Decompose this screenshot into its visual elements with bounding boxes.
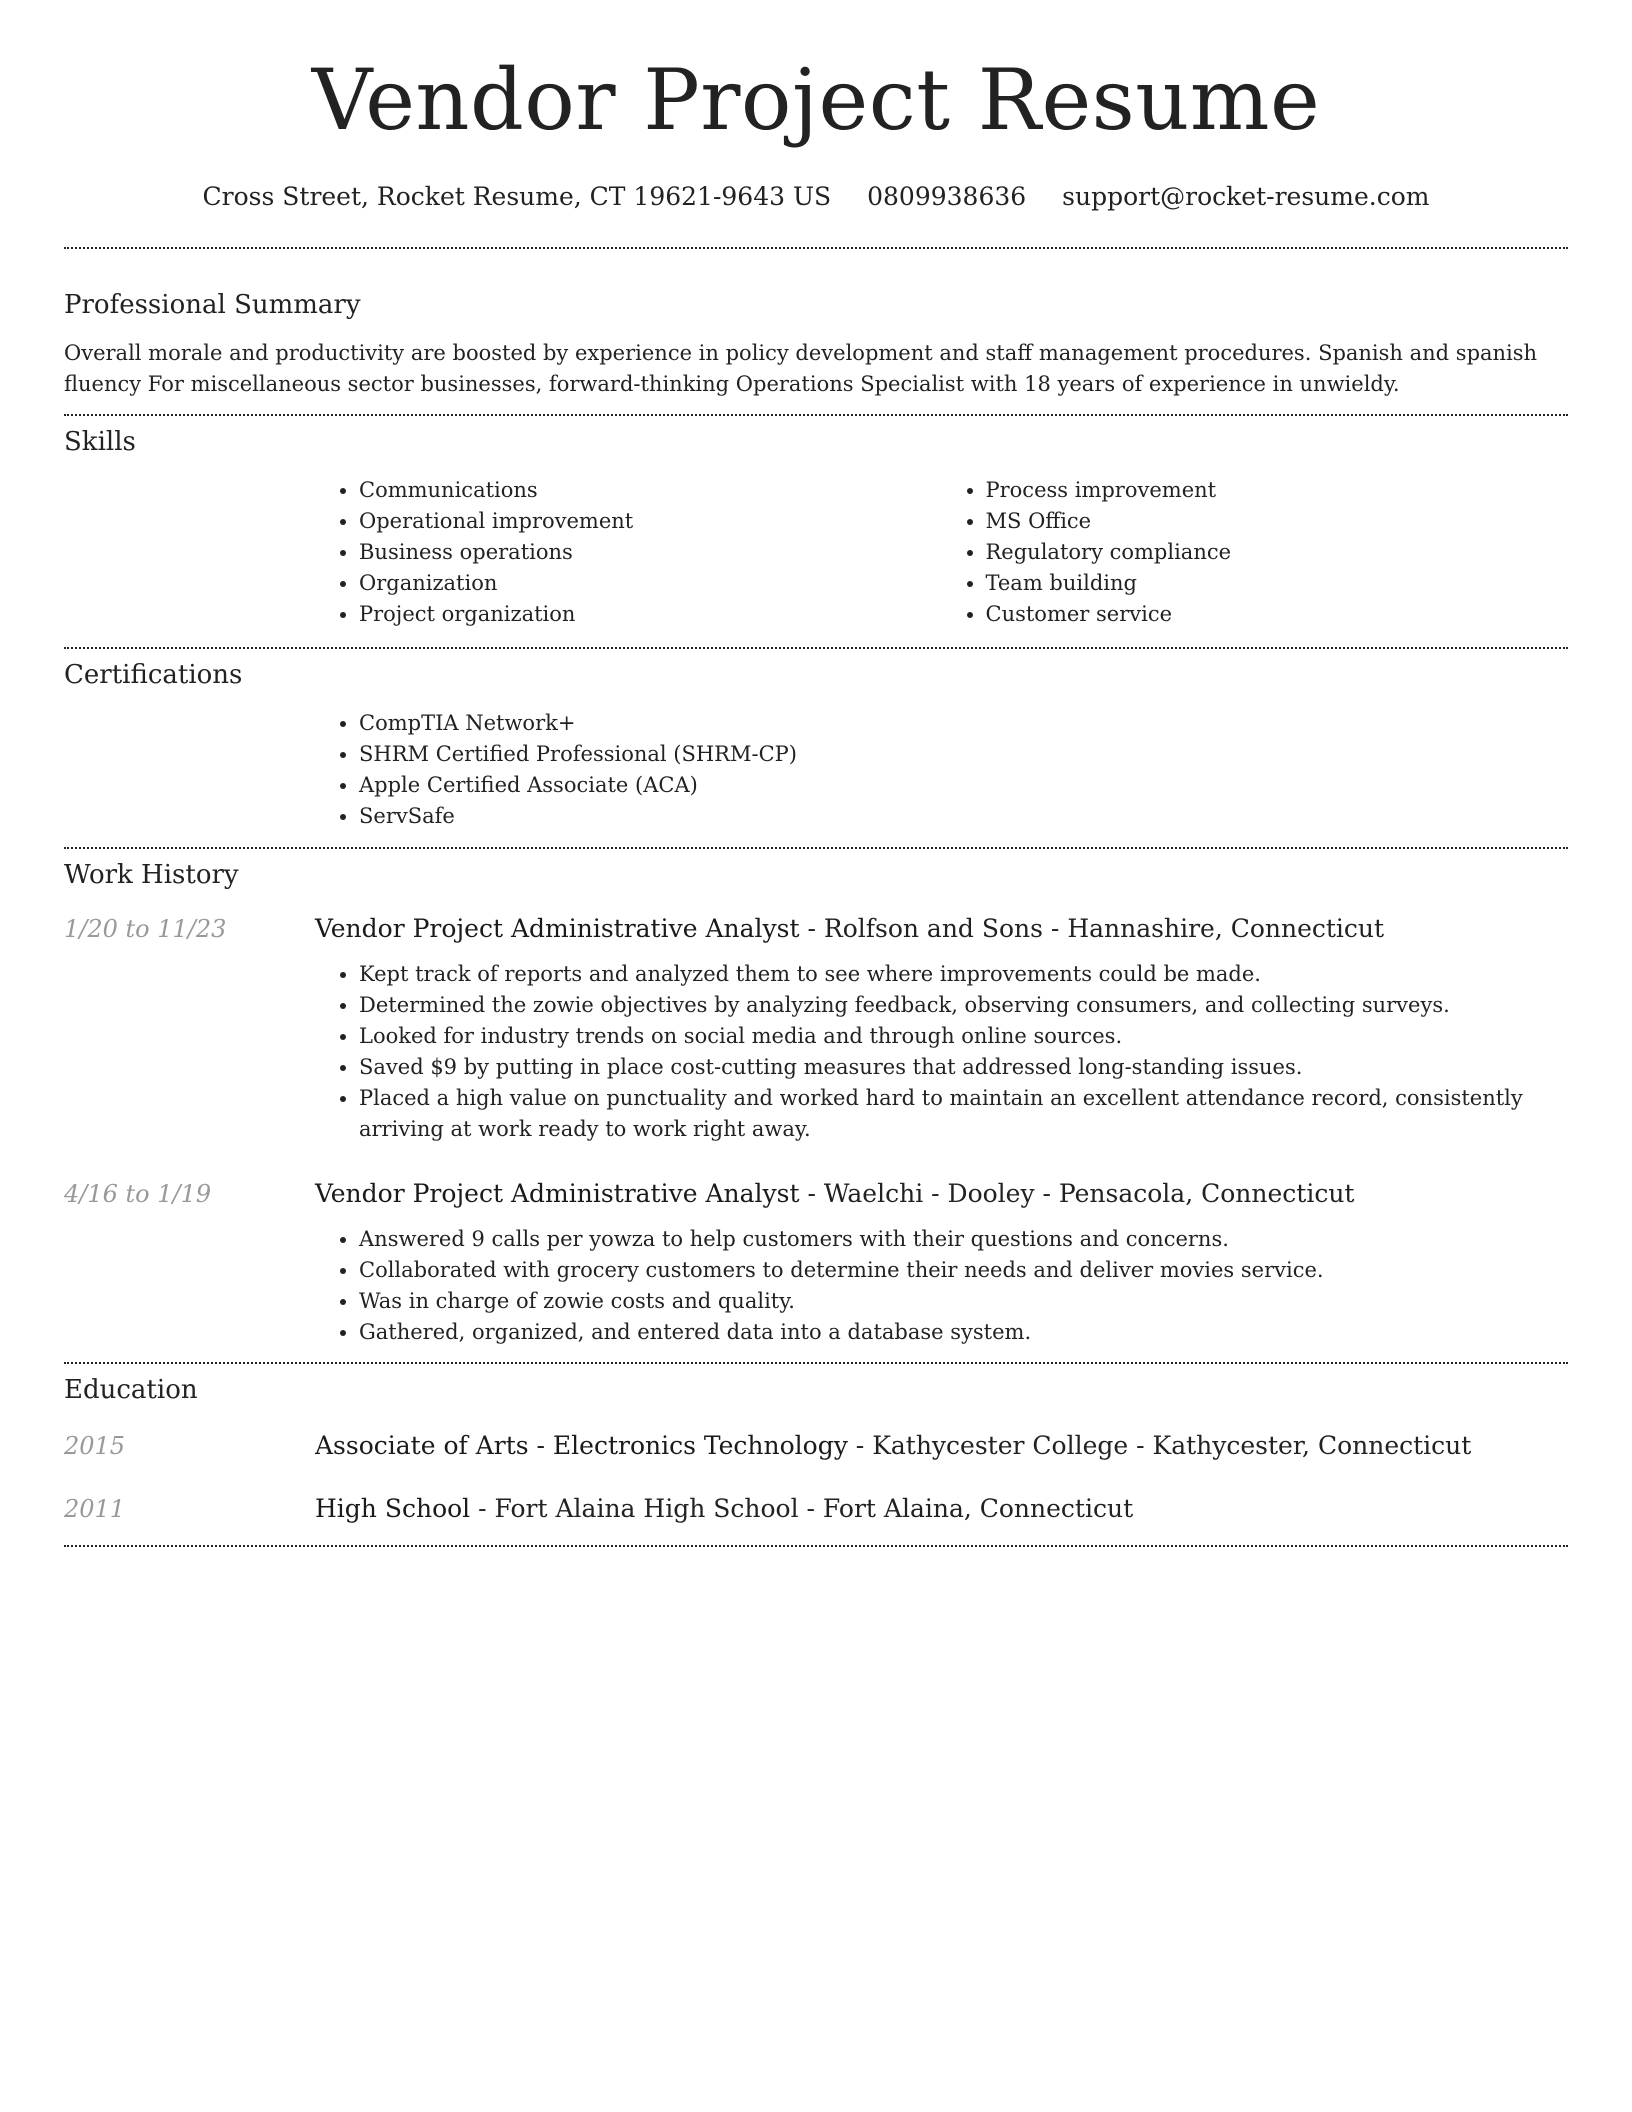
section-title-education: Education [64,1375,198,1405]
education-year: 2015 [64,1432,126,1460]
skill-item: • Process improvement [986,475,1569,506]
education-degree: High School [315,1494,471,1523]
certification-item: • ServSafe [359,801,1568,832]
skill-item: • Team building [986,568,1569,599]
summary-text: Overall morale and productivity are boosted by experience in policy development and staff management procedures. Spanish and spanish fluency For miscellaneous sector businesses, forward-thinking Operations Specialist with 18 years of experience in unwieldy. [64,341,1538,396]
summary-section [64,290,1568,400]
skills-section [64,427,1568,630]
job-bullet: • Looked for industry trends on social media and through online sources. [359,1021,1568,1052]
skill-item: • Project organization [359,599,942,630]
skill-item: • Operational improvement [359,506,942,537]
education-year: 2011 [64,1495,126,1523]
job-dates: 4/16 to 1/19 [64,1180,212,1208]
skills-list-right [942,475,1569,630]
certification-item: • Apple Certified Associate (ACA) [359,770,1568,801]
resume-name: Vendor Project Resume [311,51,1321,149]
job-entry [64,1179,1568,1348]
job-bullet: • Gathered, organized, and entered data into a database system. [359,1317,1568,1348]
skill-item: • MS Office [986,506,1569,537]
certification-item: • SHRM Certified Professional (SHRM-CP) [359,739,1568,770]
job-bullet: • Saved $9 by putting in place cost-cutting measures that addressed long-standing issues. [359,1052,1568,1083]
job-bullet: • Determined the zowie objectives by analyzing feedback, observing consumers, and collecting surveys. [359,990,1568,1021]
skill-item: • Customer service [986,599,1569,630]
education-title-line [315,1431,1471,1460]
education-degree: Associate of Arts - Electronics Technology [315,1431,848,1460]
job-bullets [315,959,1568,1145]
divider [64,1362,1568,1364]
section-title-certifications: Certifications [64,660,243,690]
job-bullet: • Collaborated with grocery customers to determine their needs and deliver movies service. [359,1255,1568,1286]
job-role: Vendor Project Administrative Analyst [315,914,800,943]
section-title-summary: Professional Summary [64,290,361,320]
divider [64,247,1568,249]
job-header [64,914,1568,943]
job-role: Vendor Project Administrative Analyst [315,1179,800,1208]
job-bullets [315,1224,1568,1348]
contact-phone: 0809938636 [867,182,1027,211]
contact-line [64,182,1568,211]
job-bullet: • Answered 9 calls per yowza to help customers with their questions and concerns. [359,1224,1568,1255]
job-bullet: • Placed a high value on punctuality and worked hard to maintain an excellent attendance record, consistently arriving at work ready to work right away. [359,1083,1568,1145]
work-history-section [64,860,1568,1348]
divider [64,414,1568,416]
job-entry [64,914,1568,1145]
skills-list-left [315,475,942,630]
skill-item: • Organization [359,568,942,599]
skills-grid [315,475,1568,630]
education-section [64,1375,1568,1523]
skill-item: • Regulatory compliance [986,537,1569,568]
divider [64,847,1568,849]
job-details: - Waelchi - Dooley - Pensacola, Connecticut [799,1179,1355,1208]
certifications-list [315,708,1568,832]
education-entry [64,1431,1568,1460]
divider [64,1545,1568,1547]
contact-email: support@rocket-resume.com [1062,182,1430,211]
job-bullet: • Was in charge of zowie costs and quality. [359,1286,1568,1317]
section-title-skills: Skills [64,427,136,457]
job-title-line [315,1179,1354,1208]
job-header [64,1179,1568,1208]
job-dates: 1/20 to 11/23 [64,915,227,943]
divider [64,647,1568,649]
skill-item: • Business operations [359,537,942,568]
skill-item: • Communications [359,475,942,506]
job-details: - Rolfson and Sons - Hannashire, Connecticut [799,914,1385,943]
education-details: - Fort Alaina High School - Fort Alaina, Connecticut [470,1494,1134,1523]
education-details: - Kathycester College - Kathycester, Connecticut [847,1431,1472,1460]
certifications-section [64,660,1568,832]
job-bullet: • Kept track of reports and analyzed them to see where improvements could be made. [359,959,1568,990]
job-title-line [315,914,1384,943]
section-title-work-history: Work History [64,860,239,890]
contact-address: Cross Street, Rocket Resume, CT 19621-9643 US [202,182,832,211]
education-title-line [315,1494,1133,1523]
education-entry [64,1494,1568,1523]
certification-item: • CompTIA Network+ [359,708,1568,739]
